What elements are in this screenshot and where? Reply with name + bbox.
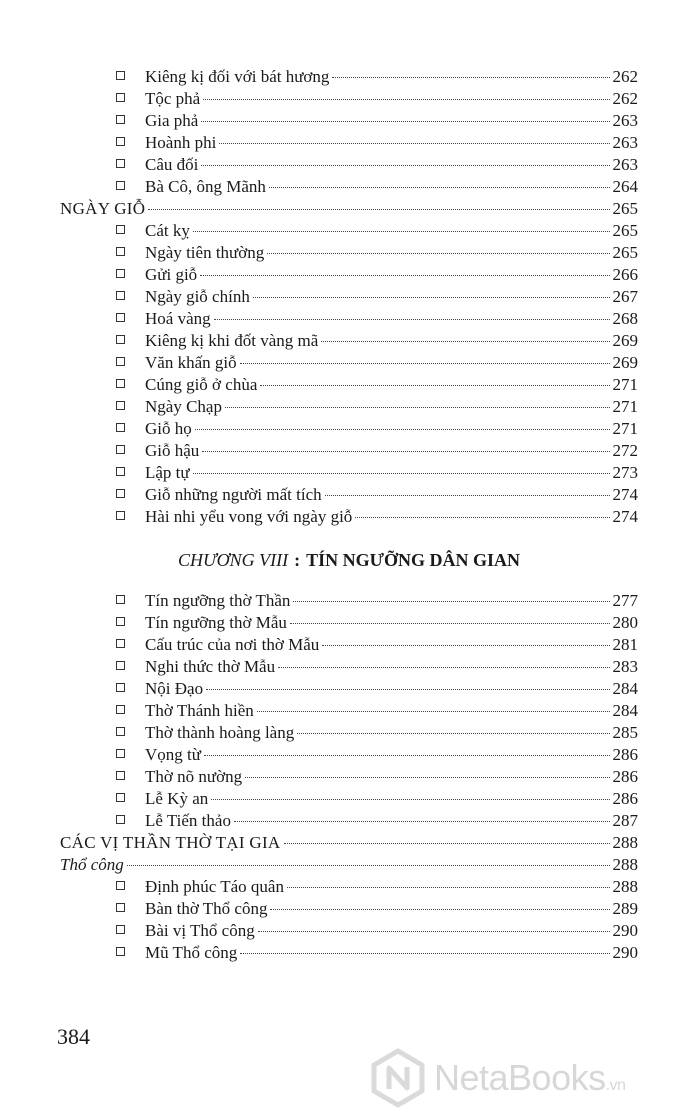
toc-entry-title: Mũ Thổ công [145, 943, 238, 962]
dot-leader [332, 77, 609, 78]
square-bullet-icon [116, 467, 125, 476]
dot-leader [202, 451, 609, 452]
toc-entry [60, 440, 638, 462]
toc-entry [60, 898, 638, 920]
toc-section-part2 [60, 590, 638, 964]
toc-entry-title: Giỗ những người mất tích [145, 485, 322, 504]
toc-entry [60, 220, 638, 242]
toc-entry-title: Giỗ hậu [145, 441, 200, 460]
toc-entry [60, 700, 638, 722]
toc-entry-title: Lễ Tiến thảo [145, 811, 231, 830]
square-bullet-icon [116, 269, 125, 278]
dot-leader [219, 143, 609, 144]
dot-leader [201, 121, 609, 122]
toc-entry-page: 271 [612, 397, 638, 416]
toc-entry [60, 722, 638, 744]
dot-leader [267, 253, 609, 254]
toc-entry [60, 876, 638, 898]
watermark-brand [434, 1057, 625, 1099]
dot-leader [270, 909, 609, 910]
dot-leader [284, 843, 610, 844]
chapter-colon: : [294, 549, 301, 570]
dot-leader [257, 711, 610, 712]
toc-entry-title: Hoành phi [145, 133, 217, 152]
toc-entry-title: CÁC VỊ THẦN THỜ TẠI GIA [60, 833, 281, 852]
toc-entry-page: 289 [612, 899, 638, 918]
dot-leader [290, 623, 610, 624]
chapter-heading [60, 528, 638, 590]
square-bullet-icon [116, 71, 125, 80]
dot-leader [193, 473, 610, 474]
dot-leader [245, 777, 609, 778]
toc-entry [60, 132, 638, 154]
dot-leader [214, 319, 610, 320]
square-bullet-icon [116, 511, 125, 520]
toc-entry [60, 374, 638, 396]
toc-entry-page: 265 [612, 199, 638, 218]
chapter-title: TÍN NGƯỠNG DÂN GIAN [306, 549, 520, 570]
square-bullet-icon [116, 903, 125, 912]
toc-entry [60, 788, 638, 810]
square-bullet-icon [116, 661, 125, 670]
square-bullet-icon [116, 639, 125, 648]
square-bullet-icon [116, 815, 125, 824]
toc-entry-page: 265 [612, 243, 638, 262]
toc-entry [60, 766, 638, 788]
toc-entry-page: 280 [612, 613, 638, 632]
toc-entry-title: Gia phả [145, 111, 199, 130]
dot-leader [269, 187, 610, 188]
square-bullet-icon [116, 595, 125, 604]
toc-entry [60, 308, 638, 330]
toc-entry-title: Tín ngưỡng thờ Thần [145, 591, 291, 610]
toc-entry [60, 832, 638, 854]
toc-entry-page: 268 [612, 309, 638, 328]
toc-entry [60, 484, 638, 506]
toc-entry-page: 272 [612, 441, 638, 460]
toc-entry-page: 263 [612, 133, 638, 152]
dot-leader [325, 495, 610, 496]
square-bullet-icon [116, 357, 125, 366]
toc-section-part1 [60, 66, 638, 528]
toc-entry-page: 267 [612, 287, 638, 306]
toc-entry [60, 396, 638, 418]
toc-entry [60, 352, 638, 374]
toc-entry [60, 810, 638, 832]
toc-entry-page: 286 [612, 745, 638, 764]
dot-leader [204, 755, 610, 756]
toc-entry [60, 176, 638, 198]
square-bullet-icon [116, 727, 125, 736]
dot-leader [211, 799, 609, 800]
toc-entry-page: 288 [612, 855, 638, 874]
watermark [368, 1048, 625, 1108]
dot-leader [203, 99, 609, 100]
toc-entry-title: Bàn thờ Thổ công [145, 899, 268, 918]
toc-entry-page: 285 [612, 723, 638, 742]
square-bullet-icon [116, 705, 125, 714]
dot-leader [287, 887, 610, 888]
toc-entry-title: Nội Đạo [145, 679, 204, 698]
dot-leader [321, 341, 609, 342]
toc-entry-title: Hoá vàng [145, 309, 211, 328]
dot-leader [240, 363, 610, 364]
dot-leader [195, 429, 610, 430]
square-bullet-icon [116, 181, 125, 190]
toc-entry [60, 154, 638, 176]
toc-entry [60, 88, 638, 110]
square-bullet-icon [116, 93, 125, 102]
square-bullet-icon [116, 881, 125, 890]
toc-entry-title: Kiêng kị đối với bát hương [145, 67, 330, 86]
netabooks-logo-icon [368, 1048, 428, 1108]
dot-leader [148, 209, 609, 210]
toc-entry [60, 286, 638, 308]
toc-entry [60, 590, 638, 612]
toc-entry-title: Văn khấn giỗ [145, 353, 237, 372]
toc-entry-page: 287 [612, 811, 638, 830]
toc-entry-page: 283 [612, 657, 638, 676]
chapter-label: CHƯƠNG VIII [178, 549, 289, 570]
table-of-contents [60, 66, 638, 964]
toc-entry [60, 744, 638, 766]
toc-entry [60, 612, 638, 634]
square-bullet-icon [116, 947, 125, 956]
toc-entry-title: Câu đối [145, 155, 199, 174]
toc-entry [60, 942, 638, 964]
square-bullet-icon [116, 445, 125, 454]
toc-entry-page: 288 [612, 833, 638, 852]
watermark-brand-name: NetaBooks [434, 1057, 606, 1098]
toc-entry [60, 66, 638, 88]
toc-entry-page: 266 [612, 265, 638, 284]
toc-entry-page: 271 [612, 375, 638, 394]
dot-leader [322, 645, 609, 646]
toc-entry [60, 634, 638, 656]
toc-entry-page: 271 [612, 419, 638, 438]
square-bullet-icon [116, 291, 125, 300]
toc-entry-title: Tộc phả [145, 89, 201, 108]
square-bullet-icon [116, 313, 125, 322]
square-bullet-icon [116, 771, 125, 780]
square-bullet-icon [116, 159, 125, 168]
toc-entry-page: 286 [612, 767, 638, 786]
toc-entry [60, 656, 638, 678]
toc-entry-title: Thờ Thánh hiền [145, 701, 254, 720]
toc-entry-page: 262 [612, 89, 638, 108]
toc-entry-title: Cát kỵ [145, 221, 190, 240]
dot-leader [355, 517, 609, 518]
toc-entry-page: 269 [612, 331, 638, 350]
toc-entry-title: Giỗ họ [145, 419, 192, 438]
toc-entry-title: Cấu trúc của nơi thờ Mẫu [145, 635, 320, 654]
toc-entry [60, 242, 638, 264]
toc-entry [60, 678, 638, 700]
dot-leader [193, 231, 610, 232]
dot-leader [258, 931, 610, 932]
toc-entry-page: 274 [612, 507, 638, 526]
toc-entry-title: Lập tự [145, 463, 190, 482]
dot-leader [206, 689, 609, 690]
toc-entry-page: 264 [612, 177, 638, 196]
toc-entry-page: 263 [612, 155, 638, 174]
toc-entry-title: Gửi giỗ [145, 265, 198, 284]
toc-entry-title: Kiêng kị khi đốt vàng mã [145, 331, 319, 350]
toc-entry [60, 920, 638, 942]
toc-entry-page: 273 [612, 463, 638, 482]
square-bullet-icon [116, 379, 125, 388]
toc-entry-page: 263 [612, 111, 638, 130]
dot-leader [240, 953, 609, 954]
toc-entry-title: Định phúc Táo quân [145, 877, 284, 896]
dot-leader [225, 407, 610, 408]
square-bullet-icon [116, 793, 125, 802]
square-bullet-icon [116, 247, 125, 256]
toc-entry-title: Thổ công [60, 855, 124, 874]
toc-entry-page: 288 [612, 877, 638, 896]
watermark-brand-suffix: .vn [605, 1077, 626, 1094]
dot-leader [253, 297, 610, 298]
toc-entry-title: Ngày Chạp [145, 397, 222, 416]
toc-entry-page: 269 [612, 353, 638, 372]
toc-entry-page: 284 [612, 701, 638, 720]
square-bullet-icon [116, 401, 125, 410]
toc-entry-title: Ngày giỗ chính [145, 287, 250, 306]
toc-entry-page: 265 [612, 221, 638, 240]
toc-entry-page: 277 [612, 591, 638, 610]
dot-leader [297, 733, 609, 734]
square-bullet-icon [116, 335, 125, 344]
toc-entry [60, 418, 638, 440]
dot-leader [278, 667, 609, 668]
square-bullet-icon [116, 617, 125, 626]
square-bullet-icon [116, 749, 125, 758]
toc-entry-title: NGÀY GIỖ [60, 199, 146, 218]
toc-entry-page: 274 [612, 485, 638, 504]
dot-leader [200, 275, 609, 276]
dot-leader [260, 385, 609, 386]
toc-entry-title: Tín ngưỡng thờ Mẫu [145, 613, 287, 632]
toc-entry-title: Lễ Kỳ an [145, 789, 209, 808]
toc-entry-page: 262 [612, 67, 638, 86]
dot-leader [201, 165, 609, 166]
toc-entry-title: Nghi thức thờ Mẫu [145, 657, 276, 676]
square-bullet-icon [116, 115, 125, 124]
toc-entry-title: Ngày tiên thường [145, 243, 265, 262]
square-bullet-icon [116, 225, 125, 234]
toc-entry [60, 110, 638, 132]
toc-entry-title: Bà Cô, ông Mãnh [145, 177, 266, 196]
toc-entry [60, 506, 638, 528]
toc-entry-title: Vọng từ [145, 745, 201, 764]
toc-entry-page: 281 [612, 635, 638, 654]
square-bullet-icon [116, 489, 125, 498]
page-number: 384 [57, 1024, 90, 1049]
toc-entry [60, 198, 638, 220]
dot-leader [127, 865, 610, 866]
toc-entry-title: Cúng giỗ ở chùa [145, 375, 258, 394]
toc-entry-page: 284 [612, 679, 638, 698]
dot-leader [293, 601, 609, 602]
dot-leader [234, 821, 610, 822]
toc-entry-title: Hài nhi yểu vong với ngày giỗ [145, 507, 353, 526]
toc-entry-title: Thờ nõ nường [145, 767, 243, 786]
toc-entry-title: Thờ thành hoàng làng [145, 723, 295, 742]
toc-entry [60, 462, 638, 484]
toc-entry [60, 330, 638, 352]
square-bullet-icon [116, 423, 125, 432]
toc-entry-page: 290 [612, 921, 638, 940]
toc-entry [60, 854, 638, 876]
square-bullet-icon [116, 925, 125, 934]
toc-entry-page: 286 [612, 789, 638, 808]
square-bullet-icon [116, 137, 125, 146]
square-bullet-icon [116, 683, 125, 692]
toc-entry [60, 264, 638, 286]
toc-entry-title: Bài vị Thổ công [145, 921, 255, 940]
toc-entry-page: 290 [612, 943, 638, 962]
